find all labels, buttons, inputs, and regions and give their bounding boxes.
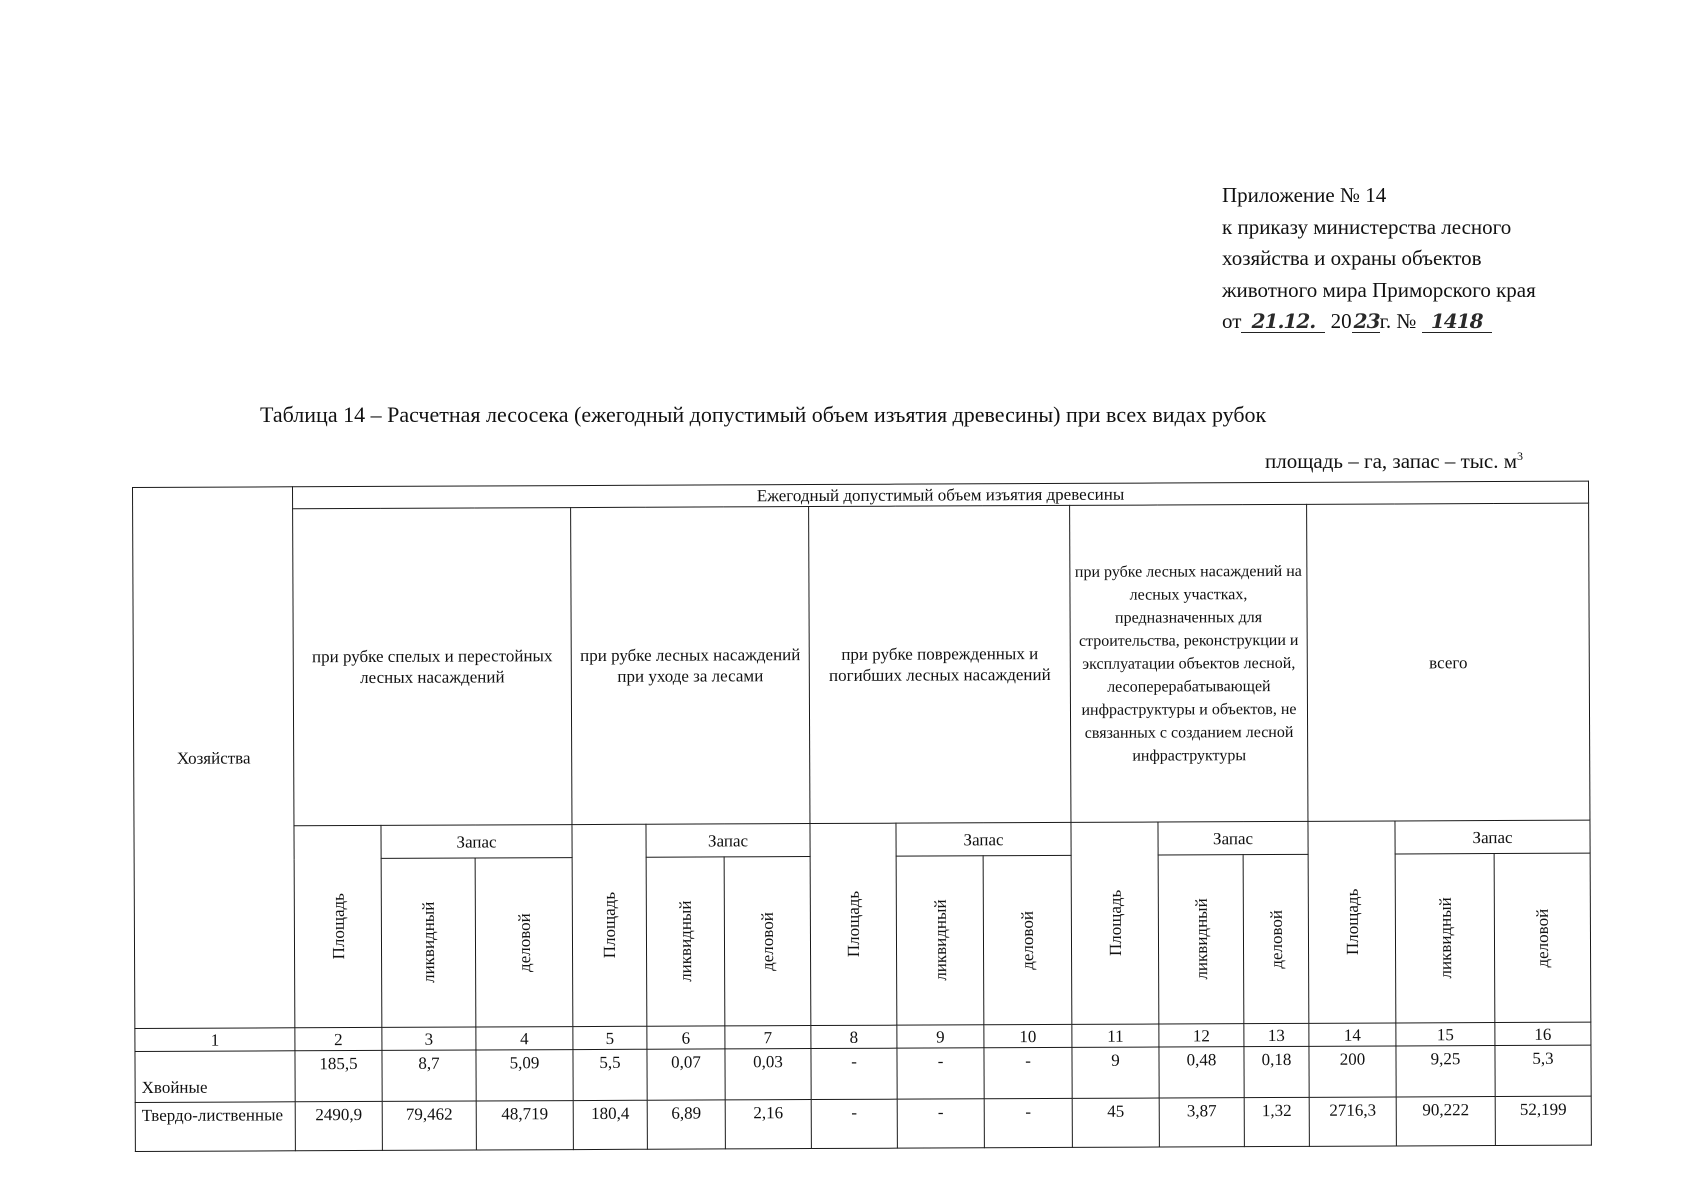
table-cell: 6,89 [647, 1100, 725, 1149]
area-header-text: Площадь [328, 893, 348, 960]
table-cell: 9 [1072, 1047, 1159, 1098]
area-header [1308, 821, 1396, 1023]
appendix-order-line: к приказу министерства лесного [1222, 214, 1512, 239]
group-header-damaged [809, 505, 1071, 823]
area-header-text: Площадь [843, 891, 864, 958]
business-header [475, 858, 573, 1027]
column-number: 8 [811, 1025, 897, 1048]
units-text: площадь – га, запас – тыс. м [1265, 449, 1518, 473]
table-cell: 52,199 [1495, 1096, 1591, 1145]
column-number: 2 [295, 1027, 382, 1050]
farm-header: Хозяйства [133, 487, 295, 1029]
group-header-construction-text: при рубке лесных насаждений на лесных участках, предназначенных для строительства, реконструкции и эксплуатации объектов лесной, лесоперерабатывающей инфраструктуры и объектов, не связанных с созданием лесной инфраструктуры [1074, 562, 1302, 765]
table-cell: - [811, 1099, 897, 1148]
liquid-header-text: ликвидный [930, 899, 950, 982]
table-cell: 2716,3 [1309, 1097, 1396, 1146]
area-header [810, 823, 897, 1025]
table-cell: 180,4 [573, 1100, 647, 1149]
group-header-care [571, 507, 810, 825]
business-header-text: деловой [1017, 910, 1038, 970]
table-cell: 9,25 [1396, 1046, 1495, 1097]
table-cell: 5,3 [1495, 1045, 1591, 1096]
table-cell: 185,5 [295, 1050, 382, 1101]
business-header [1494, 853, 1591, 1022]
row-label: Хвойные [135, 1051, 295, 1103]
business-header [983, 855, 1072, 1024]
order-date-prefix: от [1222, 309, 1242, 333]
table-cell: - [897, 1048, 984, 1099]
table-cell: 2,16 [725, 1100, 811, 1149]
area-header [294, 825, 382, 1027]
table-cell: 79,462 [382, 1101, 476, 1150]
group-header-total-text: всего [1429, 652, 1468, 672]
column-number: 11 [1072, 1024, 1159, 1047]
table-cell: 0,48 [1159, 1047, 1244, 1098]
column-number: 7 [725, 1026, 811, 1049]
table-row-coniferous [135, 1045, 1591, 1102]
business-header [724, 857, 811, 1026]
business-header [1243, 854, 1309, 1023]
business-header-text: деловой [514, 912, 534, 972]
table-cell: 5,09 [476, 1050, 573, 1101]
appendix-block [1222, 180, 1642, 338]
column-number: 9 [897, 1025, 984, 1048]
table-cell: 90,222 [1396, 1097, 1495, 1146]
liquid-header [896, 856, 984, 1025]
liquid-header-text: ликвидный [1435, 897, 1455, 979]
group-header-total [1307, 503, 1590, 821]
table-cell: 0,03 [725, 1049, 811, 1100]
column-number: 14 [1309, 1023, 1396, 1046]
units-superscript: 3 [1517, 449, 1524, 463]
appendix-order-reference [1222, 306, 1642, 338]
column-number: 4 [476, 1027, 573, 1050]
order-number-prefix: г. № [1379, 309, 1422, 333]
group-header-construction [1070, 504, 1308, 822]
area-header [1071, 822, 1159, 1024]
table-cell: 200 [1309, 1046, 1396, 1097]
table-cell: 0,18 [1244, 1046, 1309, 1097]
column-number: 6 [647, 1026, 725, 1049]
column-number: 16 [1495, 1022, 1591, 1045]
column-number: 12 [1159, 1024, 1244, 1047]
group-header-care-text: при рубке лесных насаждений при уходе за лесами [580, 645, 801, 686]
area-header-text: Площадь [1342, 888, 1362, 956]
area-header [572, 824, 647, 1026]
business-header-text: деловой [1266, 909, 1286, 969]
table-cell: 45 [1072, 1098, 1159, 1147]
column-number: 10 [984, 1024, 1072, 1047]
header-row-groups [133, 503, 1590, 826]
table-title: Таблица 14 – Расчетная лесосека (ежегодный допустимый объем изъятия древесины) при всех видах рубок [260, 402, 1267, 427]
table-row-hardwood [135, 1096, 1591, 1151]
appendix-ministry-line: хозяйства и охраны объектов [1222, 246, 1482, 270]
order-date-handwritten: 21.12. [1241, 310, 1325, 333]
row-label: Твердо-лиственные [135, 1102, 295, 1152]
appendix-number: Приложение № 14 [1222, 183, 1387, 207]
column-number: 5 [573, 1026, 647, 1049]
stock-header: Запас [1158, 821, 1308, 855]
liquid-header [381, 858, 476, 1027]
group-header-mature [293, 508, 572, 826]
column-number: 1 [135, 1028, 295, 1052]
header-row-sub [134, 820, 1590, 859]
liquid-header [646, 857, 725, 1026]
liquid-header-text: ликвидный [1191, 898, 1211, 980]
table-cell: 8,7 [382, 1050, 476, 1101]
order-year-handwritten: 23 [1353, 309, 1380, 333]
table-cell: 48,719 [476, 1101, 573, 1150]
business-header-text: деловой [1532, 908, 1553, 968]
liquid-header-text: ликвидный [675, 900, 696, 983]
table-cell: 5,5 [573, 1049, 647, 1100]
area-header-text: Площадь [1105, 890, 1125, 957]
table-units [1265, 449, 1523, 474]
table-cell: 1,32 [1244, 1097, 1309, 1146]
table-cell: - [984, 1098, 1072, 1147]
liquid-header [1395, 854, 1495, 1023]
area-header-text: Площадь [599, 892, 620, 959]
stock-header: Запас [381, 825, 572, 859]
table-cell: 3,87 [1159, 1098, 1244, 1147]
table-cell: 0,07 [647, 1049, 725, 1100]
business-header-text: деловой [757, 911, 778, 971]
group-header-mature-text: при рубке спелых и перестойных лесных насаждений [311, 646, 553, 688]
order-number-handwritten: 1418 [1422, 310, 1492, 333]
stock-header: Запас [646, 824, 810, 858]
appendix-region-line: животного мира Приморского края [1222, 277, 1536, 302]
order-year-prefix: 20 [1325, 309, 1352, 333]
column-number: 15 [1396, 1023, 1495, 1046]
liquid-header [1158, 855, 1244, 1024]
stock-header: Запас [1395, 820, 1590, 854]
top-header: Ежегодный допустимый объем изъятия древесины [293, 481, 1589, 509]
column-number: 13 [1244, 1023, 1309, 1046]
table-cell: - [811, 1048, 897, 1099]
stock-header: Запас [896, 822, 1071, 856]
table-cell: - [897, 1099, 984, 1148]
column-number: 3 [382, 1027, 476, 1050]
group-header-damaged-text: при рубке поврежденных и погибших лесных насаждений [828, 644, 1051, 685]
table-cell: 2490,9 [295, 1101, 382, 1150]
table-cell: - [984, 1047, 1072, 1098]
logging-volume-table [132, 481, 1592, 1152]
liquid-header-text: ликвидный [418, 902, 439, 984]
